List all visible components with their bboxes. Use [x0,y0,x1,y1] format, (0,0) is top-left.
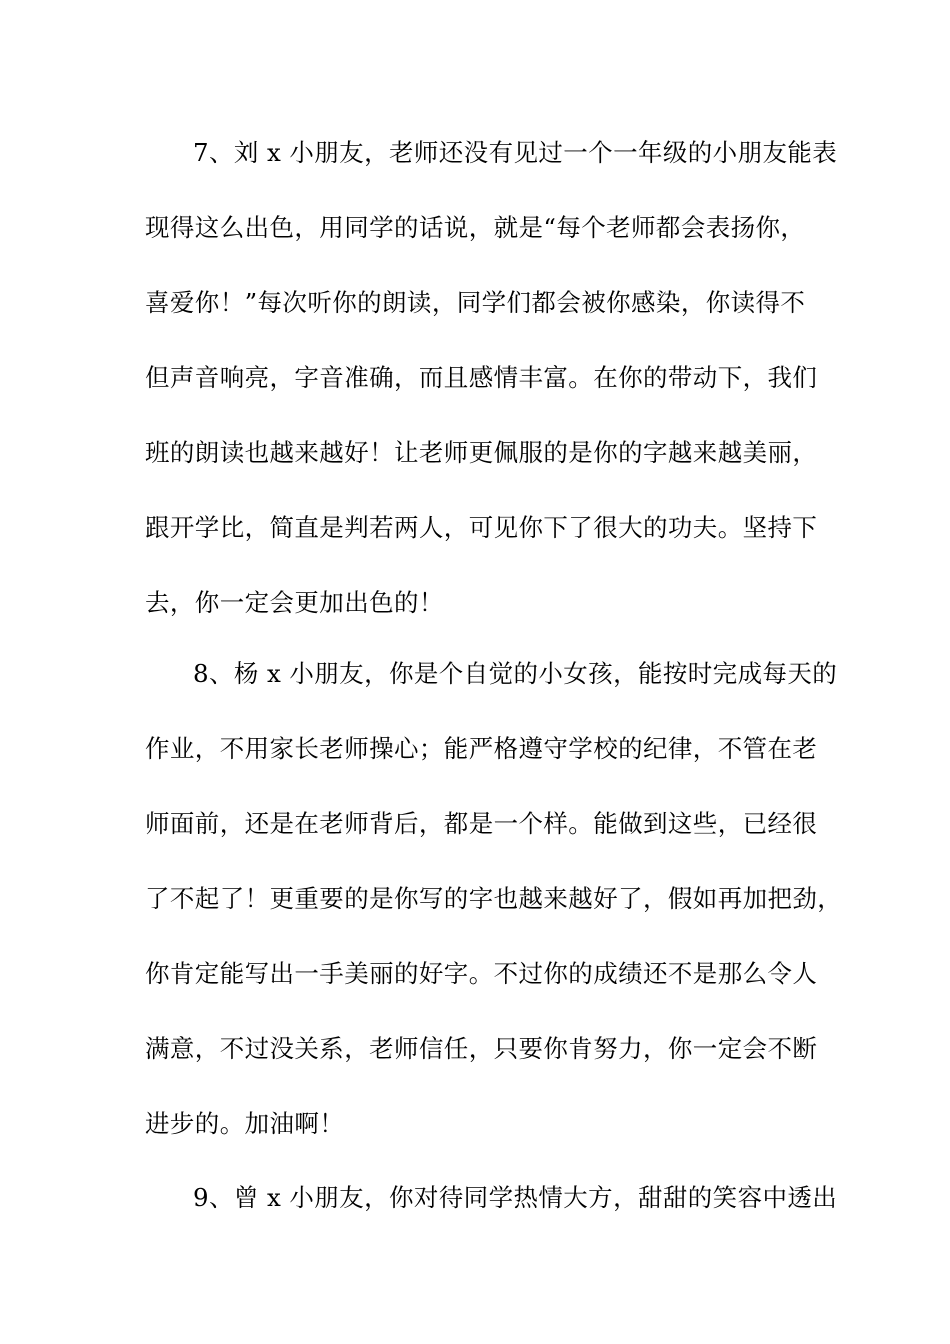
paragraph-7-line-2: 现得这么出色，用同学的话说，就是“每个老师都会表扬你， [145,213,806,242]
paragraph-8-line-3: 师面前，还是在老师背后，都是一个样。能做到这些，已经很 [145,809,818,838]
paragraph-9-line-1: 9、曾 x 小朋友，你对待同学热情大方，甜甜的笑容中透出 [193,1183,838,1212]
paragraph-7-line-3: 喜爱你！”每次听你的朗读，同学们都会被你感染，你读得不 [145,288,806,317]
paragraph-8-line-1: 8、杨 x 小朋友，你是个自觉的小女孩，能按时完成每天的 [193,659,838,688]
paragraph-8-line-2: 作业，不用家长老师操心；能严格遵守学校的纪律，不管在老 [145,734,818,763]
paragraph-8-line-5: 你肯定能写出一手美丽的好字。不过你的成绩还不是那么令人 [145,959,818,988]
paragraph-8-line-6: 满意，不过没关系，老师信任，只要你肯努力，你一定会不断 [145,1034,818,1063]
paragraph-7-line-7: 去，你一定会更加出色的！ [145,588,444,617]
paragraph-7-line-1: 7、刘 x 小朋友，老师还没有见过一个一年级的小朋友能表 [193,138,838,167]
paragraph-7-line-4: 但声音响亮，字音准确，而且感情丰富。在你的带动下，我们 [145,363,818,392]
paragraph-8-line-4: 了不起了！更重要的是你写的字也越来越好了，假如再加把劲， [145,884,843,913]
paragraph-7-line-5: 班的朗读也越来越好！让老师更佩服的是你的字越来越美丽， [145,438,818,467]
paragraph-7-line-6: 跟开学比，简直是判若两人，可见你下了很大的功夫。坚持下 [145,513,818,542]
paragraph-8-line-7: 进步的。加油啊！ [145,1109,345,1138]
